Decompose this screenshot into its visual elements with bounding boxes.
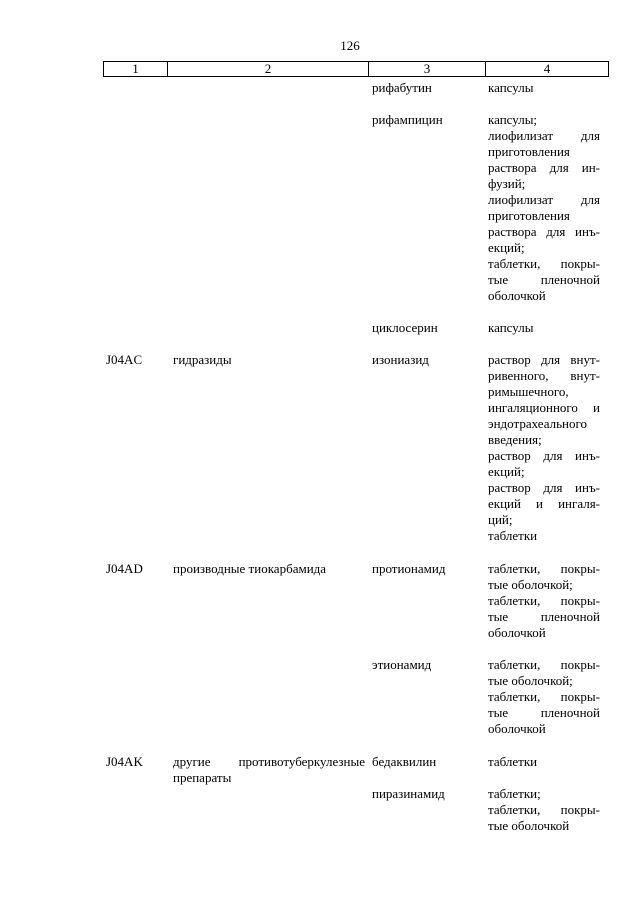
dosage-form-line: раствор для инъ- [488, 448, 600, 463]
drug-name: пиразинамид [372, 786, 445, 801]
dosage-form-line: екций; [488, 464, 525, 479]
dosage-form-line: фузий; [488, 176, 526, 191]
drug-name: протионамид [372, 561, 446, 576]
dosage-form-line: таблетки, покры- [488, 593, 600, 608]
column-header-1: 1 [104, 62, 168, 77]
dosage-form-line: римышечного, [488, 384, 569, 399]
dosage-form-line: екций; [488, 240, 525, 255]
dosage-forms [488, 80, 600, 96]
dosage-forms [488, 352, 600, 544]
drug-name: бедаквилин [372, 754, 437, 769]
group-name [173, 754, 365, 786]
drug-name: рифабутин [372, 80, 432, 95]
dosage-form-line: ингаляционного и [488, 400, 600, 415]
dosage-form-line: капсулы [488, 320, 534, 335]
dosage-forms [488, 786, 600, 834]
dosage-form-line: тые оболочкой; [488, 673, 573, 688]
dosage-form-line: оболочкой [488, 721, 546, 736]
dosage-form-line: оболочкой [488, 288, 546, 303]
dosage-form-line: приготовления [488, 144, 570, 159]
dosage-form-line: лиофилизат для [488, 128, 600, 143]
dosage-form-line: приготовления [488, 208, 570, 223]
dosage-form-line: лиофилизат для [488, 192, 600, 207]
dosage-form-line: таблетки [488, 754, 538, 769]
group-name: производные тиокарбамида [173, 561, 327, 576]
dosage-form-line: ривенного, внут- [488, 368, 600, 383]
dosage-form-line: екций и ингаля- [488, 496, 600, 511]
column-header-2: 2 [168, 62, 369, 77]
group-name-line: другие противотуберкулезные [173, 754, 365, 769]
dosage-forms [488, 112, 600, 304]
drug-name: изониазид [372, 352, 429, 367]
dosage-form-line: таблетки, покры- [488, 256, 600, 271]
dosage-form-line: таблетки, покры- [488, 802, 600, 817]
dosage-form-line: тые пленочной [488, 609, 600, 624]
column-header-4: 4 [486, 62, 609, 77]
dosage-form-line: тые оболочкой; [488, 577, 573, 592]
dosage-form-line: таблетки; [488, 786, 541, 801]
dosage-form-line: раствор для инъ- [488, 480, 600, 495]
dosage-form-line: раствор для внут- [488, 352, 600, 367]
dosage-form-line: тые пленочной [488, 705, 600, 720]
dosage-form-line: капсулы [488, 80, 534, 95]
page-number: 126 [340, 38, 360, 53]
dosage-form-line: таблетки, покры- [488, 657, 600, 672]
column-header-row [103, 61, 609, 77]
dosage-form-line: таблетки [488, 528, 538, 543]
drug-name: циклосерин [372, 320, 438, 335]
dosage-forms [488, 657, 600, 737]
group-name: гидразиды [173, 352, 232, 367]
drug-name: этионамид [372, 657, 432, 672]
atc-code: J04AC [106, 352, 143, 367]
dosage-form-line: оболочкой [488, 625, 546, 640]
dosage-form-line: таблетки, покры- [488, 561, 600, 576]
dosage-forms [488, 561, 600, 641]
atc-code: J04AD [106, 561, 143, 576]
atc-code: J04AK [106, 754, 143, 769]
dosage-form-line: раствора для ин- [488, 160, 600, 175]
dosage-form-line: капсулы; [488, 112, 538, 127]
dosage-form-line: тые оболочкой [488, 818, 570, 833]
dosage-forms [488, 754, 600, 770]
dosage-form-line: эндотрахеального [488, 416, 587, 431]
dosage-forms [488, 320, 600, 336]
dosage-form-line: ций; [488, 512, 513, 527]
dosage-form-line: введения; [488, 432, 542, 447]
group-name-line: препараты [173, 770, 232, 785]
dosage-form-line: тые пленочной [488, 272, 600, 287]
column-header-3: 3 [369, 62, 486, 77]
dosage-form-line: раствора для инъ- [488, 224, 600, 239]
dosage-form-line: таблетки, покры- [488, 689, 600, 704]
drug-name: рифампицин [372, 112, 443, 127]
